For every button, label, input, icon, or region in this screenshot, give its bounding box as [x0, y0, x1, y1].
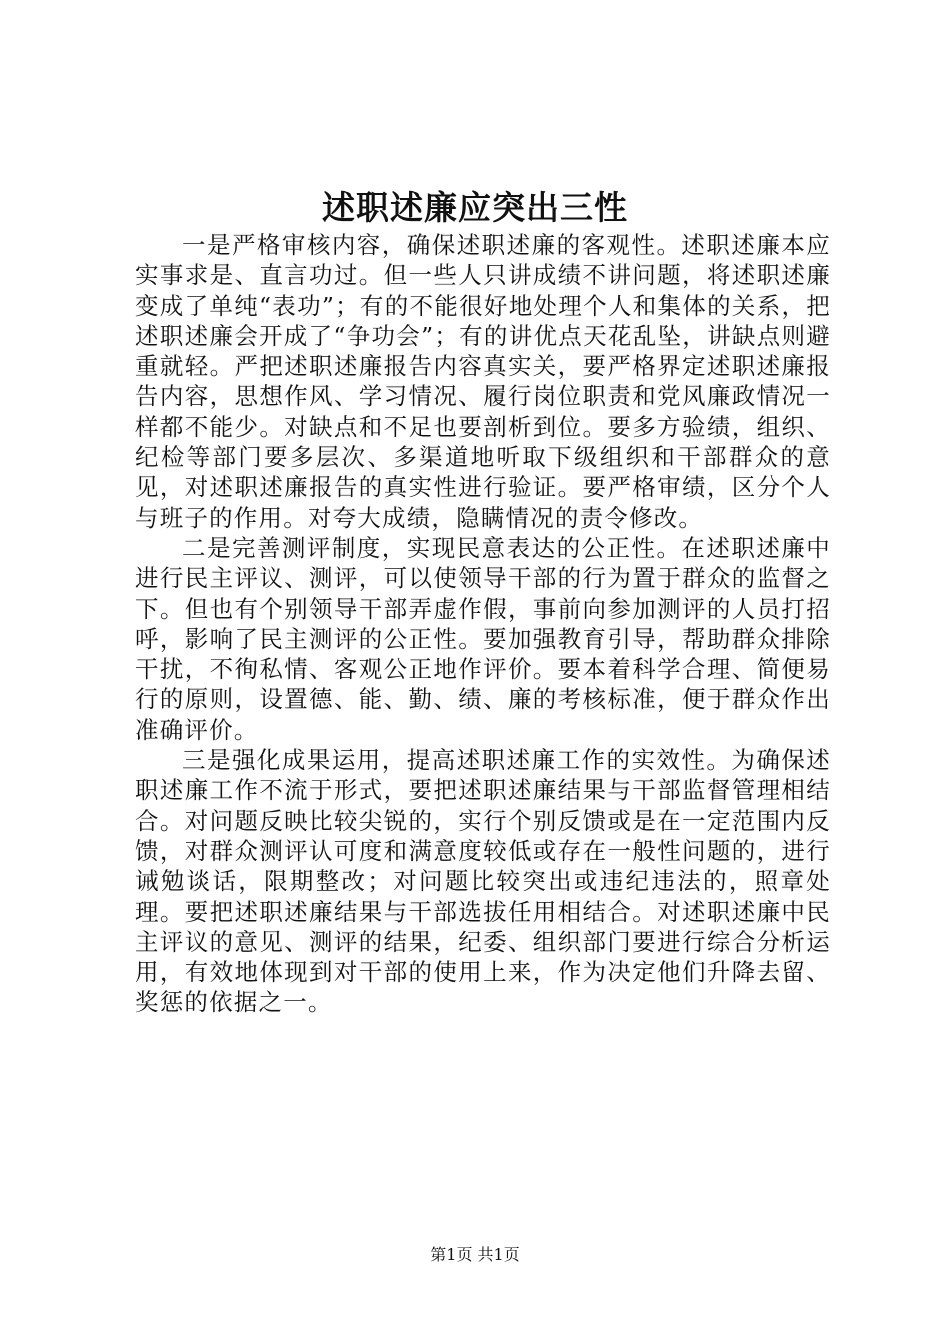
paragraph-2: 二是完善测评制度，实现民意表达的公正性。在述职述廉中进行民主评议、测评，可以使领导干部的行为置于群众的监督之下。但也有个别领导干部弄虚作假，事前向参加测评的人员打招呼，影响了民主测评的公正性。要加强教育引导，帮助群众排除干扰，不徇私情、客观公正地作评价。要本着科学合理、简便易行的原则，设置德、能、勤、绩、廉的考核标准，便于群众作出准确评价。	[135, 533, 831, 744]
paragraph-3: 三是强化成果运用，提高述职述廉工作的实效性。为确保述职述廉工作不流于形式，要把述职述廉结果与干部监督管理相结合。对问题反映比较尖锐的，实行个别反馈或是在一定范围内反馈，对群众测评认可度和满意度较低或存在一般性问题的，进行诫勉谈话，限期整改；对问题比较突出或违纪违法的，照章处理。要把述职述廉结果与干部选拔任用相结合。对述职述廉中民主评议的意见、测评的结果，纪委、组织部门要进行综合分析运用，有效地体现到对干部的使用上来，作为决定他们升降去留、奖惩的依据之一。	[135, 746, 831, 1017]
paragraph-1: 一是严格审核内容，确保述职述廉的客观性。述职述廉本应实事求是、直言功过。但一些人只讲成绩不讲问题，将述职述廉变成了单纯“表功”；有的不能很好地处理个人和集体的关系，把述职述廉会开成了“争功会”；有的讲优点天花乱坠，讲缺点则避重就轻。严把述职述廉报告内容真实关，要严格界定述职述廉报告内容，思想作风、学习情况、履行岗位职责和党风廉政情况一样都不能少。对缺点和不足也要剖析到位。要多方验绩，组织、纪检等部门要多层次、多渠道地听取下级组织和干部群众的意见，对述职述廉报告的真实性进行验证。要严格审绩，区分个人与班子的作用。对夸大成绩，隐瞒情况的责令修改。	[135, 231, 831, 532]
page-number-footer: 第1页 共1页	[430, 1245, 520, 1264]
document-body	[135, 230, 831, 1018]
document-title: 述职述廉应突出三性	[322, 188, 628, 227]
